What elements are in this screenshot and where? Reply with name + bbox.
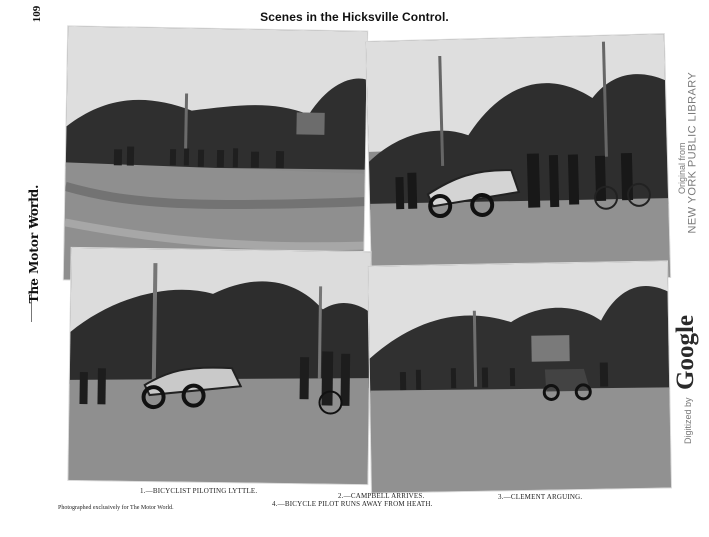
photo-credit: Photographed exclusively for The Motor World. [58,505,174,511]
photo-clement-arguing [368,261,671,492]
photo-scene [366,34,670,285]
caption-photo-3: 3.—CLEMENT ARGUING. [498,493,583,501]
photo-campbell-arrives [366,34,670,285]
page-number: 109 [31,5,43,23]
google-logo: Google [672,315,699,390]
watermark-library-name: NEW YORK PUBLIC LIBRARY [686,71,699,234]
photo-scene [64,26,367,284]
magazine-name: The Motor World. [27,184,41,304]
watermark-original-from: Original from [677,142,687,194]
photo-scene [368,261,671,492]
watermark-digitized-by: Digitized by [683,397,693,444]
photo-bicyclist-piloting-lyttle [64,26,367,284]
photo-bicycle-pilot-runs-away-from-heath [68,248,370,484]
page-title: Scenes in the Hicksville Control. [260,10,449,24]
caption-photo-4: 4.—BICYCLE PILOT RUNS AWAY FROM HEATH. [272,500,433,508]
caption-photo-2: 2.—CAMPBELL ARRIVES. [338,492,425,500]
caption-photo-1: 1.—BICYCLIST PILOTING LYTTLE. [140,487,258,495]
photo-scene [68,248,370,484]
